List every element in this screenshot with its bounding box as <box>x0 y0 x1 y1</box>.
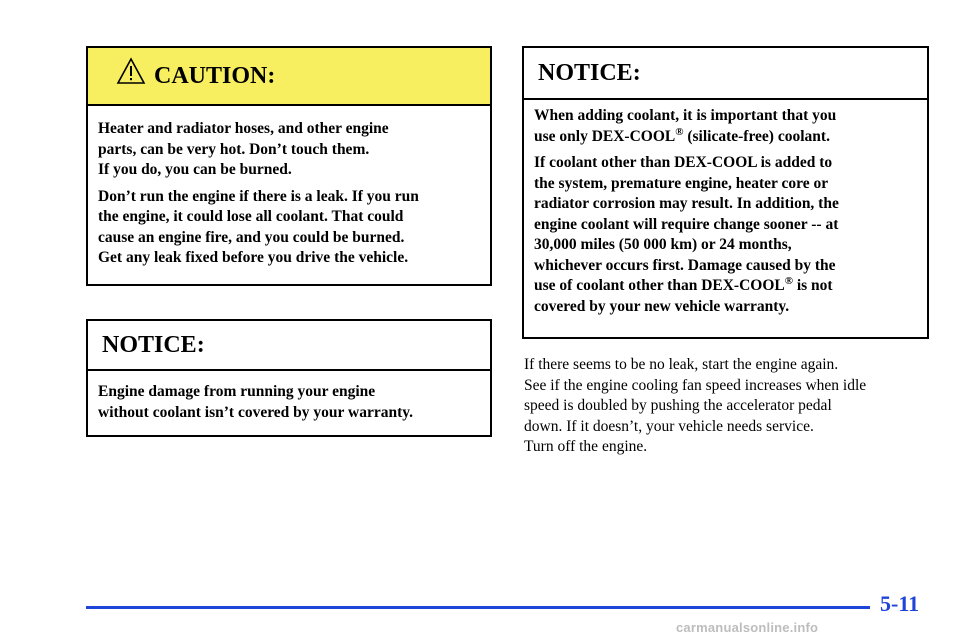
warning-triangle-icon <box>116 57 146 85</box>
notice-right-line: radiator corrosion may result. In addition, the <box>534 195 839 212</box>
caution-line: the engine, it could lose all coolant. That could <box>98 208 404 225</box>
body-line: Turn off the engine. <box>524 438 648 455</box>
notice-right-line: (silicate-free) coolant. <box>683 127 830 145</box>
registered-mark: ® <box>784 275 793 287</box>
caution-body <box>88 106 490 269</box>
notice-right-line: whichever occurs first. Damage caused by the <box>534 256 836 274</box>
body-line: If there seems to be no leak, start the engine again. <box>524 356 839 373</box>
notice-right-line: If coolant other than DEX-COOL is added to <box>534 154 833 171</box>
notice-left-title: NOTICE: <box>102 331 205 358</box>
notice-left-line: without coolant isn’t covered by your warranty. <box>98 403 414 421</box>
caution-line: parts, can be very hot. Don’t touch them. <box>98 140 370 158</box>
caution-header <box>88 48 490 106</box>
watermark: carmanualsonline.info <box>676 620 819 635</box>
notice-right-body <box>524 100 927 317</box>
registered-mark: ® <box>675 125 684 138</box>
notice-right-title: NOTICE: <box>538 59 641 86</box>
body-line: speed is doubled by pushing the accelerator pedal <box>524 397 832 414</box>
notice-box-right <box>522 46 929 339</box>
caution-line: If you do, you can be burned. <box>98 161 292 178</box>
notice-right-line: is not <box>792 277 833 294</box>
caution-paragraph-1 <box>98 119 480 181</box>
caution-line: Heater and radiator hoses, and other engine <box>98 120 389 137</box>
caution-title: CAUTION: <box>154 62 276 89</box>
notice-right-line: use of coolant other than DEX-COOL <box>534 277 785 294</box>
body-line: down. If it doesn’t, your vehicle needs service. <box>524 417 814 435</box>
notice-right-paragraph-2 <box>534 153 917 317</box>
footer-rule <box>86 606 870 609</box>
notice-right-line: covered by your new vehicle warranty. <box>534 297 790 315</box>
notice-left-paragraph <box>98 382 480 423</box>
notice-right-line: the system, premature engine, heater core or <box>534 174 829 192</box>
caution-paragraph-2 <box>98 187 480 269</box>
notice-right-line: use only DEX-COOL <box>534 127 676 145</box>
notice-box-left <box>86 319 492 437</box>
page-number: 5-11 <box>880 591 920 616</box>
notice-right-line: engine coolant will require change sooner -- at <box>534 215 839 233</box>
body-paragraph <box>524 355 944 458</box>
caution-box <box>86 46 492 286</box>
caution-line: Get any leak fixed before you drive the vehicle. <box>98 249 409 266</box>
notice-right-line: When adding coolant, it is important that you <box>534 107 837 124</box>
notice-right-paragraph-1 <box>534 106 917 147</box>
caution-line: cause an engine fire, and you could be burned. <box>98 228 405 246</box>
body-line: See if the engine cooling fan speed increases when idle <box>524 376 867 394</box>
notice-right-line: 30,000 miles (50 000 km) or 24 months, <box>534 236 792 253</box>
caution-line: Don’t run the engine if there is a leak. If you run <box>98 187 419 205</box>
notice-right-header <box>524 48 927 100</box>
notice-left-header <box>88 321 490 371</box>
notice-left-body <box>88 371 490 423</box>
notice-left-line: Engine damage from running your engine <box>98 383 376 400</box>
